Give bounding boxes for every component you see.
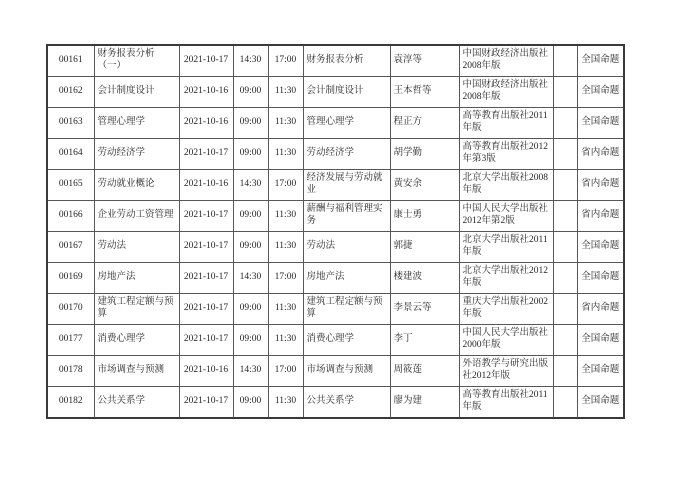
cell-start-time: 09:00 [233,108,268,139]
cell-course-code: 00162 [47,77,94,108]
cell-publisher: 中国财政经济出版社2008年版 [459,77,553,108]
cell-publisher: 中国人民大学出版社2000年版 [459,325,553,356]
cell-blank [553,263,577,294]
cell-course-name: 劳动法 [94,232,179,263]
cell-publisher: 重庆大学出版社2002年版 [459,294,553,325]
cell-exam-date: 2021-10-17 [179,45,233,77]
cell-exam-type: 省内命题 [577,170,624,201]
cell-blank [553,108,577,139]
cell-end-time: 17:00 [268,45,303,77]
cell-course-code: 00166 [47,201,94,232]
table-row [47,201,624,232]
cell-course-code: 00170 [47,294,94,325]
cell-publisher: 高等教育出版社2012年第3版 [459,139,553,170]
cell-start-time: 14:30 [233,45,268,77]
cell-blank [553,294,577,325]
cell-end-time: 17:00 [268,263,303,294]
table-row [47,325,624,356]
cell-blank [553,139,577,170]
cell-publisher: 中国人民大学出版社2012年第2版 [459,201,553,232]
cell-author: 胡学勤 [390,139,459,170]
cell-blank [553,170,577,201]
cell-textbook-name: 经济发展与劳动就业 [303,170,390,201]
cell-textbook-name: 建筑工程定额与预算 [303,294,390,325]
cell-author: 楼建波 [390,263,459,294]
cell-author: 廖为建 [390,387,459,419]
cell-start-time: 09:00 [233,294,268,325]
cell-exam-type: 全国命题 [577,232,624,263]
cell-textbook-name: 财务报表分析 [303,45,390,77]
cell-course-name: 劳动就业概论 [94,170,179,201]
cell-exam-date: 2021-10-16 [179,170,233,201]
cell-course-code: 00165 [47,170,94,201]
cell-exam-type: 省内命题 [577,139,624,170]
cell-course-name: 会计制度设计 [94,77,179,108]
cell-end-time: 11:30 [268,201,303,232]
cell-start-time: 09:00 [233,77,268,108]
cell-exam-type: 全国命题 [577,387,624,419]
table-row [47,170,624,201]
cell-textbook-name: 会计制度设计 [303,77,390,108]
cell-exam-type: 全国命题 [577,325,624,356]
cell-exam-date: 2021-10-17 [179,201,233,232]
table-row [47,263,624,294]
cell-blank [553,45,577,77]
cell-exam-date: 2021-10-17 [179,263,233,294]
cell-author: 康士勇 [390,201,459,232]
cell-end-time: 11:30 [268,108,303,139]
cell-publisher: 外语教学与研究出版社2012年版 [459,356,553,387]
table-row [47,356,624,387]
exam-schedule-table [46,44,625,419]
cell-exam-type: 全国命题 [577,108,624,139]
cell-end-time: 17:00 [268,356,303,387]
cell-course-code: 00161 [47,45,94,77]
cell-course-code: 00164 [47,139,94,170]
cell-exam-type: 全国命题 [577,356,624,387]
cell-textbook-name: 劳动经济学 [303,139,390,170]
cell-course-code: 00177 [47,325,94,356]
cell-exam-type: 全国命题 [577,77,624,108]
cell-exam-type: 省内命题 [577,201,624,232]
cell-blank [553,77,577,108]
cell-blank [553,356,577,387]
cell-blank [553,232,577,263]
cell-course-name: 市场调查与预测 [94,356,179,387]
cell-start-time: 14:30 [233,170,268,201]
cell-publisher: 北京大学出版社2012年版 [459,263,553,294]
cell-author: 黄安余 [390,170,459,201]
cell-exam-date: 2021-10-17 [179,139,233,170]
cell-course-code: 00178 [47,356,94,387]
cell-end-time: 11:30 [268,139,303,170]
cell-blank [553,325,577,356]
cell-start-time: 09:00 [233,325,268,356]
cell-start-time: 14:30 [233,356,268,387]
cell-course-code: 00182 [47,387,94,419]
cell-exam-date: 2021-10-17 [179,294,233,325]
cell-course-code: 00169 [47,263,94,294]
cell-author: 程正方 [390,108,459,139]
cell-start-time: 09:00 [233,232,268,263]
table-row [47,387,624,419]
cell-textbook-name: 房地产法 [303,263,390,294]
cell-author: 李丁 [390,325,459,356]
cell-exam-date: 2021-10-17 [179,325,233,356]
cell-end-time: 11:30 [268,294,303,325]
cell-course-name: 房地产法 [94,263,179,294]
cell-course-code: 00167 [47,232,94,263]
cell-end-time: 11:30 [268,77,303,108]
cell-blank [553,201,577,232]
cell-exam-date: 2021-10-17 [179,387,233,419]
table-row [47,294,624,325]
cell-author: 周筱莲 [390,356,459,387]
table-row [47,108,624,139]
cell-course-name: 企业劳动工资管理 [94,201,179,232]
cell-exam-date: 2021-10-16 [179,356,233,387]
cell-exam-date: 2021-10-16 [179,108,233,139]
cell-blank [553,387,577,419]
cell-start-time: 09:00 [233,139,268,170]
table-row [47,139,624,170]
cell-course-name: 建筑工程定额与预算 [94,294,179,325]
cell-course-name: 消费心理学 [94,325,179,356]
cell-exam-date: 2021-10-17 [179,232,233,263]
cell-author: 郭捷 [390,232,459,263]
cell-course-name: 财务报表分析（一） [94,45,179,77]
cell-publisher: 高等教育出版社2011年版 [459,387,553,419]
cell-end-time: 11:30 [268,232,303,263]
cell-exam-date: 2021-10-16 [179,77,233,108]
cell-start-time: 09:00 [233,201,268,232]
cell-course-name: 劳动经济学 [94,139,179,170]
cell-textbook-name: 管理心理学 [303,108,390,139]
cell-exam-type: 全国命题 [577,45,624,77]
cell-publisher: 北京大学出版社2008年版 [459,170,553,201]
table-row [47,45,624,77]
cell-author: 王本哲等 [390,77,459,108]
cell-course-name: 公共关系学 [94,387,179,419]
cell-author: 李景云等 [390,294,459,325]
cell-start-time: 09:00 [233,387,268,419]
cell-course-name: 管理心理学 [94,108,179,139]
cell-textbook-name: 市场调查与预测 [303,356,390,387]
cell-exam-type: 省内命题 [577,294,624,325]
cell-textbook-name: 公共关系学 [303,387,390,419]
cell-publisher: 中国财政经济出版社2008年版 [459,45,553,77]
table-row [47,77,624,108]
cell-textbook-name: 劳动法 [303,232,390,263]
cell-end-time: 17:00 [268,170,303,201]
cell-author: 袁淳等 [390,45,459,77]
exam-table-body [47,45,624,418]
cell-end-time: 11:30 [268,387,303,419]
cell-textbook-name: 薪酬与福利管理实务 [303,201,390,232]
cell-course-code: 00163 [47,108,94,139]
cell-start-time: 14:30 [233,263,268,294]
cell-textbook-name: 消费心理学 [303,325,390,356]
cell-publisher: 高等教育出版社2011年版 [459,108,553,139]
table-row [47,232,624,263]
cell-exam-type: 全国命题 [577,263,624,294]
cell-publisher: 北京大学出版社2011年版 [459,232,553,263]
cell-end-time: 11:30 [268,325,303,356]
